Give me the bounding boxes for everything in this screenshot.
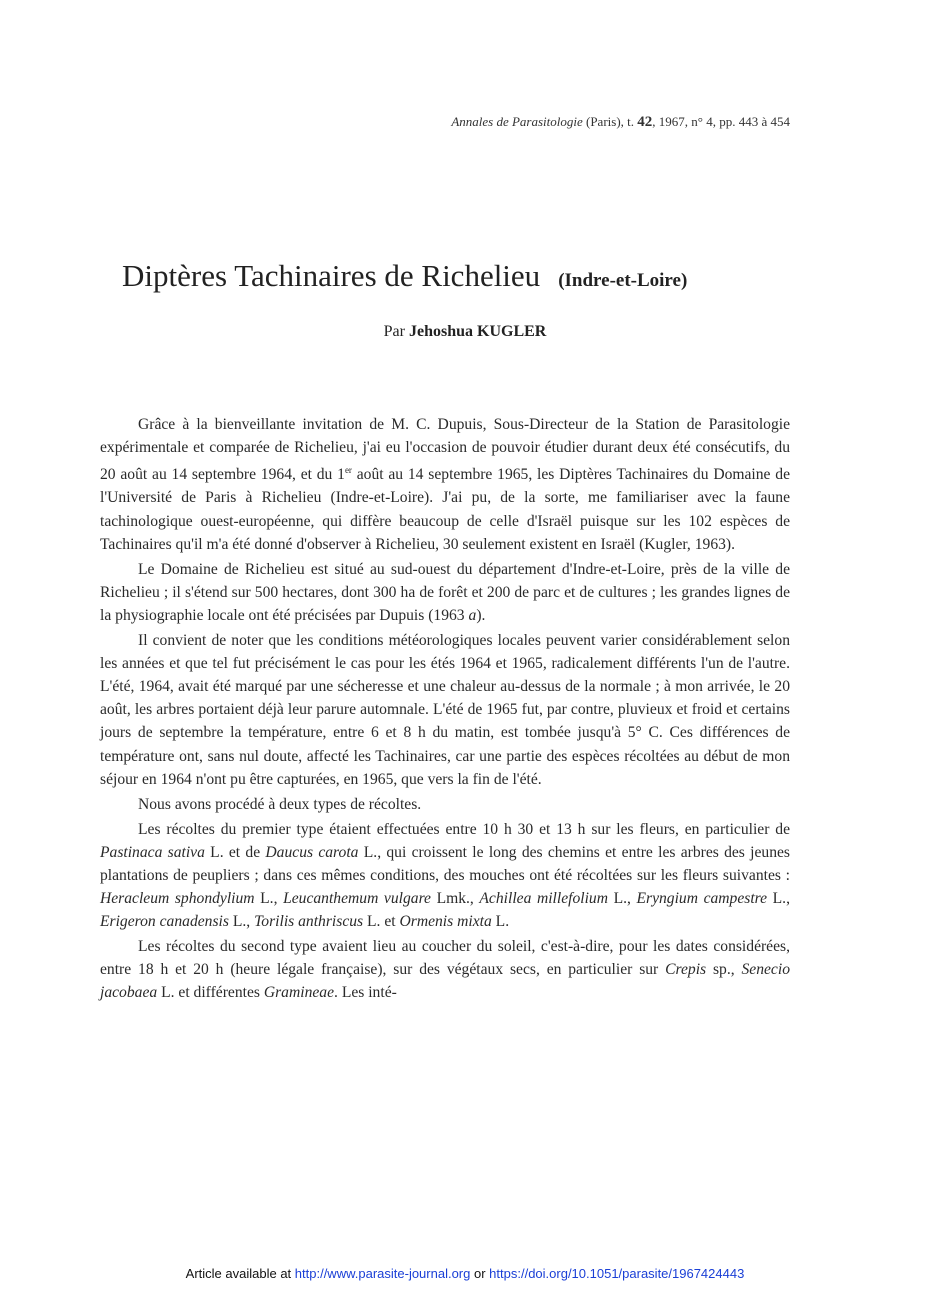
article-availability-footer: Article available at http://www.parasite-journal.org or https://doi.org/10.1051/parasite/1967424443 (185, 1266, 745, 1281)
author-name: Jehoshua KUGLER (408, 323, 547, 340)
paragraph-5: Les récoltes du premier type étaient effectuées entre 10 h 30 et 13 h sur les fleurs, en particulier de Pastinaca sativa L. et de Daucus carota L., qui croissent le long des chemins et entre les arbres des jeunes plantations de peupliers ; dans ces mêmes conditions, des mouches ont été récoltées sur les fleurs suivantes : Heracleum sphondylium L., Leucanthemum vulgare Lmk., Achillea millefolium L., Eryngium campestre L., Erigeron canadensis L., Torilis anthriscus L. et Ormenis mixta L. (100, 820, 790, 931)
paragraph-2: Le Domaine de Richelieu est situé au sud-ouest du département d'Indre-et-Loire, près de la ville de Richelieu ; il s'étend sur 500 hectares, dont 300 ha de forêt et 200 de parc et de cultures ; les grandes lignes de la physiographie locale ont été précisées par Dupuis (1963 a). (100, 560, 790, 624)
paragraph-3: Il convient de noter que les conditions météorologiques locales peuvent varier considérablement selon les années et que tel fut précisément le cas pour les étés 1964 et 1965, radicalement différents l'un de l'autre. L'été, 1964, avait été marqué par une sécheresse et une chaleur au-dessus de la normale ; à mon arrivée, le 20 août, les arbres portaient déjà leur parure automnale. L'été de 1965 fut, par contre, pluvieux et froid et certains jours de septembre la température, entre 6 et 8 h du matin, est tombée jusqu'à 5° C. Ces différences de température ont, sans nul doute, affecté les Tachinaires, car une partie des espèces récoltées au début de mon séjour en 1964 n'ont pu être capturées, en 1965, que vers la fin de l'été. (100, 632, 790, 788)
volume-number: 42 (637, 114, 653, 130)
author-byline: Par Jehoshua KUGLER (383, 323, 547, 340)
article-region: (Indre-et-Loire) (558, 270, 688, 291)
article-title: Diptères Tachinaires de Richelieu (Indre-et-Loire) (122, 258, 688, 293)
paragraph-6: Les récoltes du second type avaient lieu au coucher du soleil, c'est-à-dire, pour les dates considérées, entre 18 h et 20 h (heure légale française), sur des végétaux secs, en particulier sur Crepis sp., Senecio jacobaea L. et différentes Gramineae. Les inté- (100, 938, 790, 1002)
journal-citation: Annales de Parasitologie (Paris), t. 42, 1967, n° 4, pp. 443 à 454 (451, 114, 790, 130)
journal-name: Annales de Parasitologie (451, 114, 583, 129)
article-body (100, 413, 790, 1005)
paragraph-1: Grâce à la bienveillante invitation de M. C. Dupuis, Sous-Directeur de la Station de Parasitologie expérimentale et comparée de Richelieu, j'ai eu l'occasion de pouvoir étudier durant deux été consécutifs, du 20 août au 14 septembre 1964, et du 1er août au 14 septembre 1965, les Diptères Tachinaires du Domaine de l'Université de Paris à Richelieu (Indre-et-Loire). J'ai pu, de la sorte, me familiariser avec la faune tachinologique ouest-européenne, qui diffère beaucoup de celle d'Israël puisque sur les 102 espèces de Tachinaires qu'il m'a été donné d'observer à Richelieu, 30 seulement existent en Israël (Kugler, 1963). (100, 416, 790, 553)
paragraph-4: Nous avons procédé à deux types de récoltes. (138, 795, 422, 813)
doi-link[interactable]: https://doi.org/10.1051/parasite/1967424443 (489, 1266, 745, 1281)
journal-website-link[interactable]: http://www.parasite-journal.org (294, 1266, 471, 1281)
